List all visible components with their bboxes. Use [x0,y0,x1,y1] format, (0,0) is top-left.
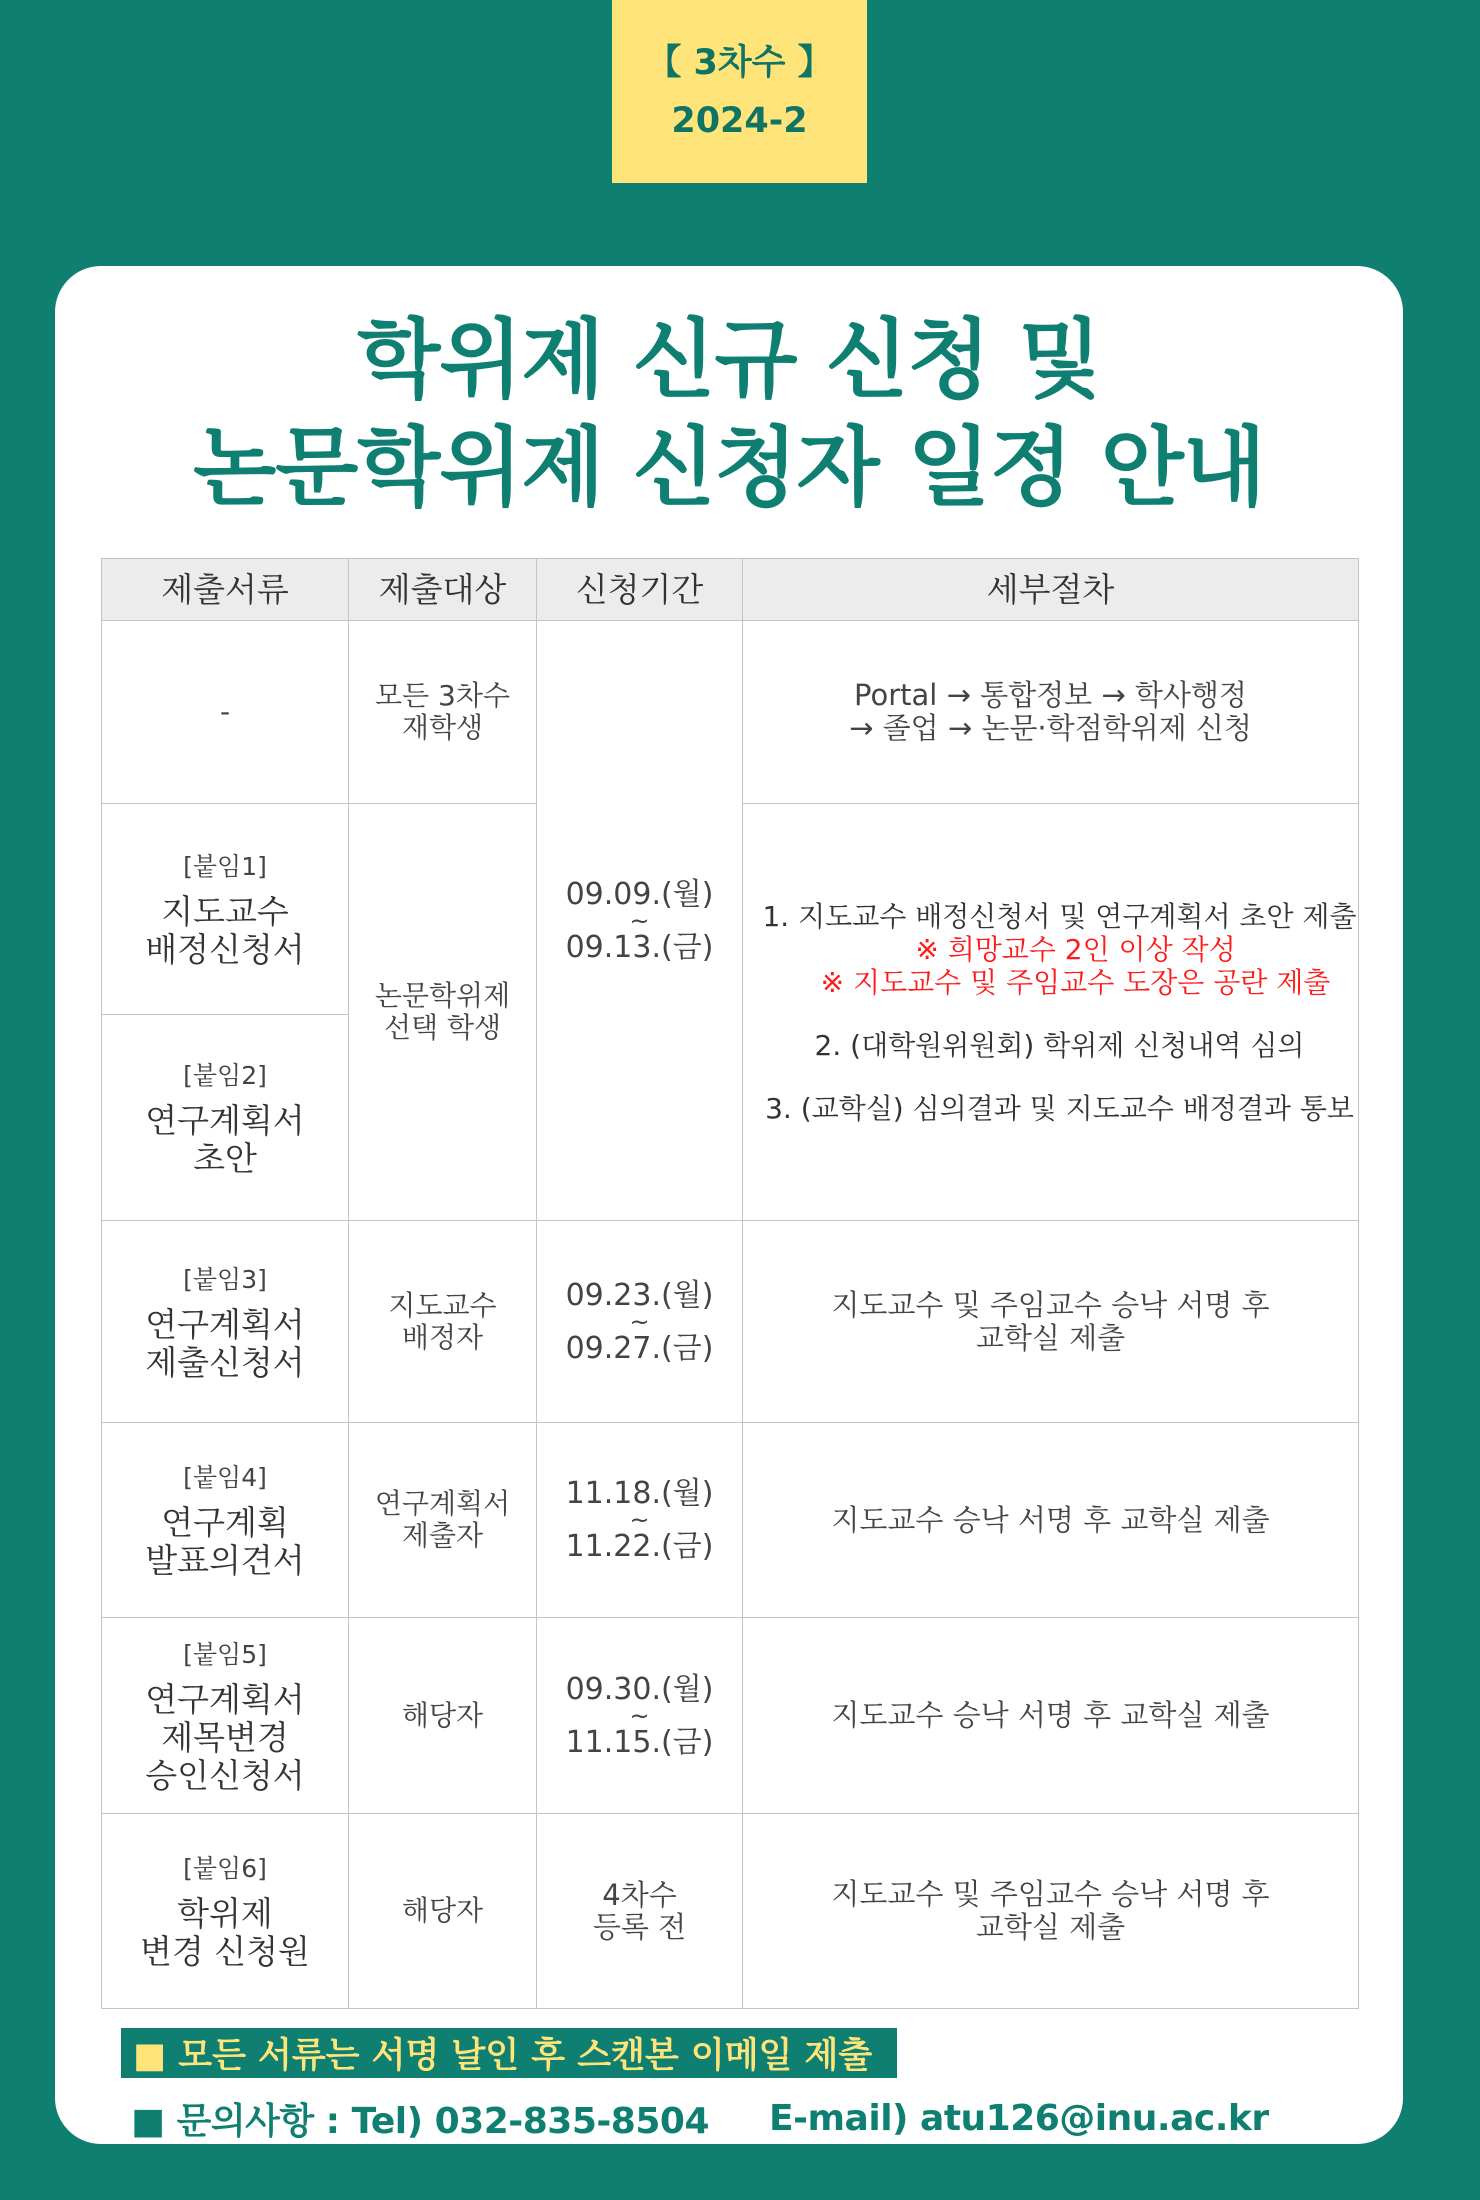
detail-cell [743,1814,1359,2009]
period-cell [537,1423,743,1618]
attachment-label: [붙임6] [183,1854,267,1883]
period-end: 09.13.(금) [565,929,714,965]
procedure-step-1: 1. 지도교수 배정신청서 및 연구계획서 초안 제출 [762,899,1357,933]
target-cell [349,1814,537,2009]
target-cell [349,804,537,1221]
table-row [102,1221,1359,1423]
title-line-2: 논문학위제 신청자 일정 안내 [193,418,1265,518]
target-cell [349,1423,537,1618]
document-name: 지도교수 [161,892,289,931]
period-separator: ~ [629,1701,650,1730]
period-start: 09.23.(월) [565,1277,714,1313]
period-cell [537,1221,743,1423]
detail-line: 지도교수 및 주임교수 승낙 서명 후 [831,1287,1270,1322]
period-start: 11.18.(월) [565,1476,714,1511]
title-line-1: 학위제 신규 신청 및 [357,310,1101,410]
schedule-table [101,558,1359,2009]
table-row [102,1814,1359,2009]
note-line: ※ 지도교수 및 주임교수 도장은 공란 제출 [820,965,1331,999]
detail-cell [743,1423,1359,1618]
table-row [102,1618,1359,1814]
round-label: 【 3차수 】 [646,42,833,83]
detail-cell [743,804,1359,1221]
contact-phone: ■ 문의사항 : Tel) 032-835-8504 [131,2100,710,2142]
document-cell [102,1814,349,2009]
detail-line: 지도교수 승낙 서명 후 교학실 제출 [831,1698,1270,1732]
detail-line: 지도교수 승낙 서명 후 교학실 제출 [831,1502,1270,1537]
period-end: 11.15.(금) [565,1724,714,1760]
schedule-card [55,266,1403,2144]
contact-info [131,2090,1269,2146]
header-documents: 제출서류 [102,559,349,621]
period-start: 09.30.(월) [565,1671,714,1707]
round-badge [612,0,867,183]
target-line: 배정자 [401,1320,484,1354]
document-cell [102,1221,349,1423]
header-detail: 세부절차 [743,559,1359,621]
document-name: 제목변경 [161,1717,289,1757]
table-row [102,1423,1359,1618]
period-cell [537,1618,743,1814]
note-line: ※ 희망교수 2인 이상 작성 [915,932,1236,966]
period-start: 09.09.(월) [565,876,714,912]
period-cell [537,1814,743,2009]
document-name: 발표의견서 [145,1541,305,1580]
target-line: 재학생 [401,711,484,744]
target-cell [349,621,537,804]
target-line: 제출자 [401,1519,484,1552]
procedure-step-3: 3. (교학실) 심의결과 및 지도교수 배정결과 통보 [765,1091,1354,1125]
document-cell [102,621,349,804]
target-line: 논문학위제 [374,979,511,1012]
target-line: 선택 학생 [383,1011,502,1044]
document-name: 연구계획서 [145,1679,305,1719]
period-separator: ~ [629,1506,650,1534]
target-cell [349,1618,537,1814]
attachment-label: [붙임5] [183,1639,267,1669]
document-name: 제출신청서 [145,1342,305,1382]
document-name: 초안 [193,1138,257,1178]
document-name: - [219,695,231,728]
period-end: 09.27.(금) [565,1330,714,1366]
target-line: 지도교수 [388,1288,497,1322]
detail-line: 교학실 제출 [975,1910,1126,1944]
document-cell [102,1015,349,1221]
period-end: 11.22.(금) [565,1529,714,1564]
page-title [55,306,1403,522]
period-line: 4차수 [602,1878,677,1912]
procedure-step-2: 2. (대학원위원회) 학위제 신청내역 심의 [814,1028,1305,1062]
detail-line: 지도교수 및 주임교수 승낙 서명 후 [831,1877,1270,1911]
detail-line: 교학실 제출 [975,1320,1126,1355]
document-cell [102,804,349,1015]
period-separator: ~ [629,906,650,935]
attachment-label: [붙임1] [183,852,267,881]
document-name: 변경 신청원 [140,1932,310,1971]
detail-line: → 졸업 → 논문·학점학위제 신청 [849,711,1252,745]
period-cell [537,621,743,1221]
document-name: 연구계획 [161,1503,289,1542]
attachment-label: [붙임4] [183,1463,267,1492]
contact-email: E-mail) atu126@inu.ac.kr [769,2097,1269,2139]
period-separator: ~ [629,1307,650,1336]
period-line: 등록 전 [592,1910,687,1944]
term-label: 2024-2 [671,100,808,141]
header-target: 제출대상 [349,559,537,621]
target-line: 모든 3차수 [375,679,510,712]
submission-notice: ■ 모든 서류는 서명 날인 후 스캔본 이메일 제출 [121,2028,897,2078]
document-cell [102,1423,349,1618]
target-line: 해당자 [401,1894,484,1927]
table-row [102,621,1359,804]
target-line: 해당자 [401,1698,484,1732]
document-cell [102,1618,349,1814]
attachment-label: [붙임2] [183,1060,267,1090]
target-cell [349,1221,537,1423]
detail-cell [743,1618,1359,1814]
detail-cell [743,1221,1359,1423]
document-name: 연구계획서 [145,1304,305,1344]
document-name: 배정신청서 [145,930,305,969]
document-name: 학위제 [177,1894,273,1933]
target-line: 연구계획서 [374,1487,511,1520]
document-name: 승인신청서 [145,1755,305,1795]
detail-line: Portal → 통합정보 → 학사행정 [854,678,1247,712]
detail-cell [743,621,1359,804]
document-name: 연구계획서 [145,1100,305,1140]
attachment-label: [붙임3] [183,1264,267,1294]
table-header-row [102,559,1359,621]
header-period: 신청기간 [537,559,743,621]
